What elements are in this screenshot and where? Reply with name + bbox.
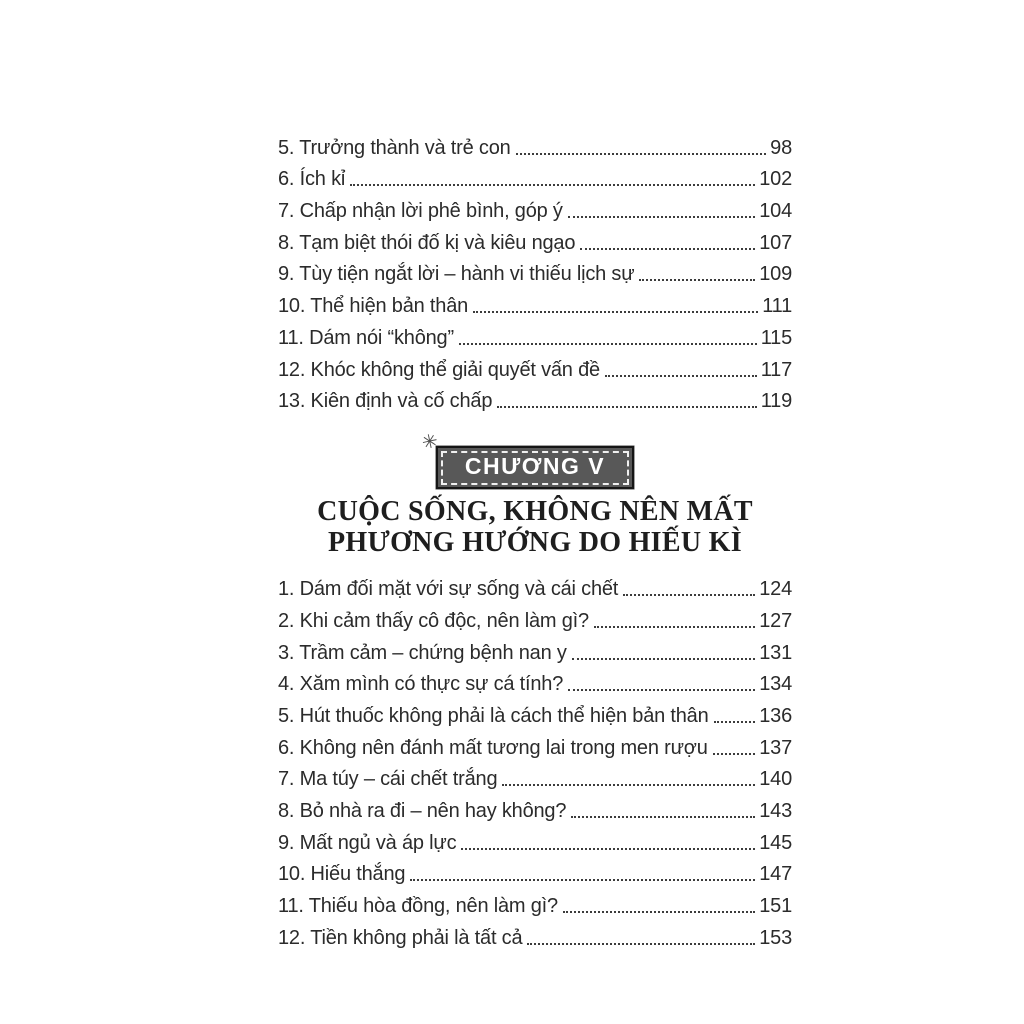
page-number: 104 (759, 200, 792, 223)
page-number: 117 (760, 358, 792, 381)
dot-leader (623, 594, 755, 596)
dot-leader (571, 816, 755, 818)
dot-leader (713, 753, 756, 755)
toc-item-label: 5. Trưởng thành và trẻ con (278, 136, 511, 159)
dot-leader (639, 279, 755, 281)
page-number: 140 (759, 768, 792, 791)
toc-row (278, 223, 792, 255)
toc-row (278, 191, 792, 223)
toc-row (278, 855, 792, 887)
toc-item-label: 9. Mất ngủ và áp lực (278, 831, 457, 854)
toc-page (278, 128, 792, 950)
toc-row (278, 601, 792, 633)
toc-row (278, 728, 792, 760)
page-number: 136 (759, 704, 792, 727)
toc-item-label: 12. Tiền không phải là tất cả (278, 926, 523, 949)
page-number: 137 (759, 736, 792, 759)
toc-item-label: 3. Trầm cảm – chứng bệnh nan y (278, 641, 567, 664)
dot-leader (473, 311, 758, 313)
page-number: 124 (759, 578, 792, 601)
toc-item-label: 7. Ma túy – cái chết trắng (278, 768, 498, 791)
dot-leader (594, 626, 755, 628)
toc-item-label: 11. Dám nói “không” (278, 326, 454, 349)
chapter-title-line1: CUỘC SỐNG, KHÔNG NÊN MẤT (317, 496, 753, 528)
toc-item-label: 6. Không nên đánh mất tương lai trong men rượu (278, 736, 708, 759)
toc-list-chapter5 (278, 569, 792, 949)
toc-item-label: 12. Khóc không thể giải quyết vấn đề (278, 358, 600, 381)
page-number: 143 (759, 799, 792, 822)
toc-item-label: 11. Thiếu hòa đồng, nên làm gì? (278, 895, 558, 918)
page-number: 102 (759, 168, 792, 191)
dot-leader (568, 689, 755, 691)
toc-item-label: 2. Khi cảm thấy cô độc, nên làm gì? (278, 609, 589, 632)
page-number: 134 (759, 673, 792, 696)
page-number: 147 (759, 863, 792, 886)
dot-leader (714, 721, 756, 723)
toc-row (278, 665, 792, 697)
page-number: 131 (759, 641, 792, 664)
page-number: 115 (760, 326, 792, 349)
toc-row (278, 350, 792, 382)
toc-row (278, 918, 792, 950)
toc-row (278, 633, 792, 665)
toc-row (278, 286, 792, 318)
toc-item-label: 1. Dám đối mặt với sự sống và cái chết (278, 578, 619, 601)
toc-row (278, 128, 792, 160)
page-number: 153 (759, 926, 792, 949)
toc-item-label: 5. Hút thuốc không phải là cách thể hiện bản thân (278, 704, 709, 727)
toc-item-label: 7. Chấp nhận lời phê bình, góp ý (278, 200, 563, 223)
dot-leader (502, 784, 755, 786)
toc-row (278, 382, 792, 414)
toc-row (278, 318, 792, 350)
page-number: 127 (759, 609, 792, 632)
dot-leader (497, 406, 756, 408)
page-number: 111 (762, 295, 792, 318)
toc-row (278, 696, 792, 728)
sparkle-icon: ✳ (420, 430, 441, 455)
toc-item-label: 10. Thể hiện bản thân (278, 295, 469, 318)
toc-row (278, 569, 792, 601)
page-number: 107 (759, 231, 792, 254)
dot-leader (461, 848, 755, 850)
dot-leader (605, 375, 757, 377)
chapter-badge (420, 430, 633, 489)
chapter-heading (278, 430, 792, 559)
page-number: 151 (759, 895, 792, 918)
dot-leader (516, 153, 767, 155)
dot-leader (350, 184, 755, 186)
dot-leader (563, 911, 755, 913)
chapter-title (278, 496, 792, 558)
toc-item-label: 10. Hiếu thắng (278, 863, 406, 886)
page-number: 119 (760, 390, 792, 413)
dot-leader (459, 343, 757, 345)
toc-item-label: 6. Ích kỉ (278, 168, 346, 191)
toc-row (278, 160, 792, 192)
dot-leader (580, 248, 755, 250)
toc-item-label: 13. Kiên định và cố chấp (278, 390, 493, 413)
toc-item-label: 8. Bỏ nhà ra đi – nên hay không? (278, 799, 567, 822)
dot-leader (527, 943, 755, 945)
page-number: 98 (770, 136, 792, 159)
dot-leader (572, 658, 756, 660)
toc-row (278, 886, 792, 918)
toc-item-label: 4. Xăm mình có thực sự cá tính? (278, 673, 564, 696)
chapter-title-line2: PHƯƠNG HƯỚNG DO HIẾU KÌ (328, 527, 742, 559)
toc-row (278, 255, 792, 287)
dot-leader (568, 216, 756, 218)
toc-item-label: 8. Tạm biệt thói đố kị và kiêu ngạo (278, 231, 576, 254)
toc-row (278, 823, 792, 855)
toc-row (278, 760, 792, 792)
dot-leader (410, 879, 755, 881)
toc-list-before-chapter (278, 128, 792, 413)
page-number: 109 (759, 263, 792, 286)
toc-item-label: 9. Tùy tiện ngắt lời – hành vi thiếu lịch sự (278, 263, 635, 286)
chapter-badge-label: CHƯƠNG V (441, 451, 629, 485)
page-number: 145 (759, 831, 792, 854)
toc-row (278, 791, 792, 823)
